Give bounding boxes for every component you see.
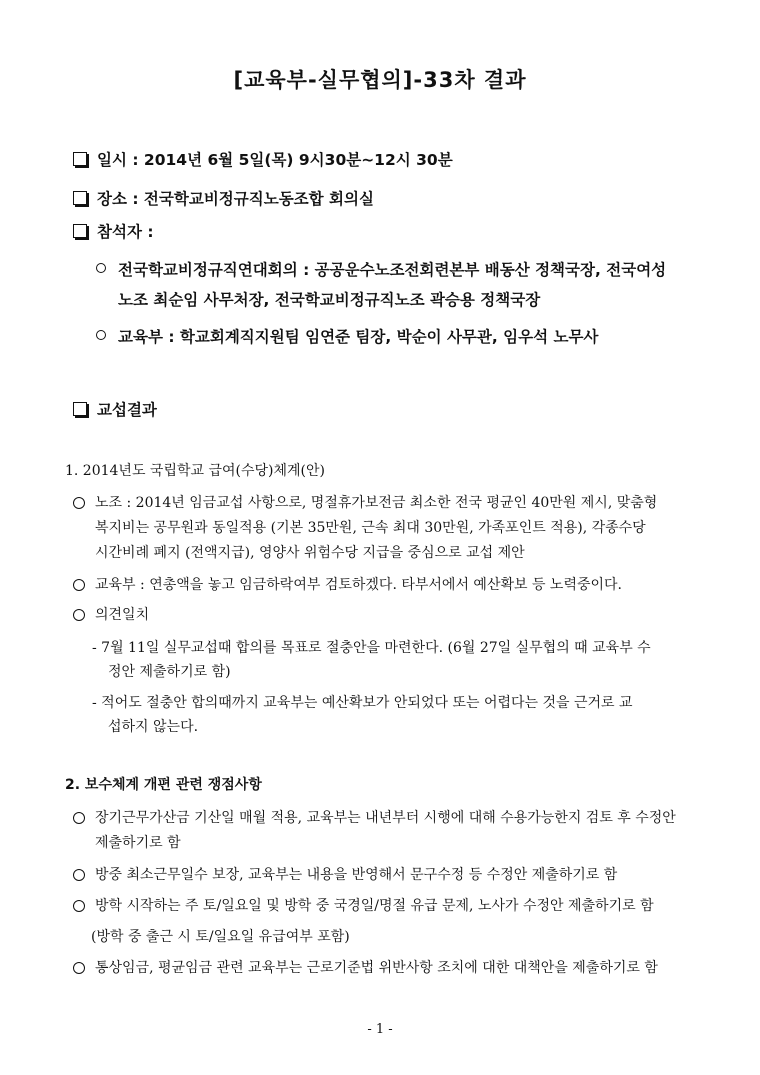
attendee-ministry-text: 교육부 : 학교회계직지원팀 임연준 팀장, 박순이 사무관, 임우석 노무사 bbox=[118, 328, 599, 346]
section1-union-line3: 시간비례 폐지 (전액지급), 영양사 위험수당 지급을 중심으로 교섭 제안 bbox=[95, 545, 525, 561]
section1-union-line1: 노조 : 2014년 임금교섭 사항으로, 명절휴가보전금 최소한 전국 평균인 40만원 제시, 맞춤형 bbox=[95, 495, 658, 511]
section2-item3-line2: (방학 중 출근 시 토/일요일 유급여부 포함) bbox=[91, 929, 350, 945]
attendees-item bbox=[73, 220, 154, 242]
circle-bullet-icon bbox=[73, 962, 85, 974]
circle-bullet-icon bbox=[73, 579, 85, 591]
place-item bbox=[73, 187, 374, 209]
circle-bullet-icon bbox=[73, 869, 85, 881]
place-text: 장소 : 전국학교비정규직노동조합 회의실 bbox=[97, 190, 374, 208]
section1-dash2-line2: 섭하지 않는다. bbox=[108, 719, 199, 735]
section1-heading: 1. 2014년도 국립학교 급여(수당)체계(안) bbox=[65, 463, 325, 479]
circle-bullet-icon bbox=[73, 900, 85, 912]
document-title: [교육부-실무협의]-33차 결과 bbox=[233, 68, 527, 92]
attendee-ministry bbox=[96, 325, 598, 347]
section2-item1-line2: 제출하기로 함 bbox=[95, 835, 181, 851]
date-item bbox=[73, 148, 453, 170]
section2-heading: 2. 보수체계 개편 관련 쟁점사항 bbox=[65, 777, 262, 793]
attendees-label: 참석자 : bbox=[97, 223, 154, 241]
section1-dash1-line2: 정안 제출하기로 함) bbox=[108, 664, 231, 680]
checkbox-icon bbox=[73, 191, 87, 205]
section1-ministry: 교육부 : 연총액을 놓고 임금하락여부 검토하겠다. 타부서에서 예산확보 등 노력중이다. bbox=[95, 577, 623, 593]
section1-dash2-line1: - 적어도 절충안 합의때까지 교육부는 예산확보가 안되었다 또는 어렵다는 것을 근거로 교 bbox=[92, 695, 633, 711]
circle-bullet-icon bbox=[73, 497, 85, 509]
circle-bullet-icon bbox=[73, 609, 85, 621]
section1-agreement: 의견일치 bbox=[95, 607, 150, 623]
page-number: - 1 - bbox=[367, 1022, 393, 1037]
negotiation-heading: 교섭결과 bbox=[97, 401, 157, 419]
date-text: 일시 : 2014년 6월 5일(목) 9시30분~12시 30분 bbox=[97, 151, 453, 169]
section1-dash1-line1: - 7월 11일 실무교섭때 합의를 목표로 절충안을 마련한다. (6월 27일 실무협의 때 교육부 수 bbox=[92, 640, 651, 656]
attendee-union bbox=[96, 258, 666, 280]
circle-bullet-icon bbox=[96, 263, 106, 273]
negotiation-heading-item bbox=[73, 398, 157, 420]
circle-bullet-icon bbox=[73, 812, 85, 824]
section2-item1-line1: 장기근무가산금 기산일 매월 적용, 교육부는 내년부터 시행에 대해 수용가능한지 검토 후 수정안 bbox=[95, 810, 676, 826]
attendee-union-line2: 노조 최순임 사무처장, 전국학교비정규직노조 곽승용 정책국장 bbox=[118, 291, 541, 309]
section2-item2: 방중 최소근무일수 보장, 교육부는 내용을 반영해서 문구수정 등 수정안 제출하기로 함 bbox=[95, 867, 618, 883]
section1-union-line2: 복지비는 공무원과 동일적용 (기본 35만원, 근속 최대 30만원, 가족포인트 적용), 각종수당 bbox=[95, 520, 646, 536]
circle-bullet-icon bbox=[96, 330, 106, 340]
checkbox-icon bbox=[73, 402, 87, 416]
checkbox-icon bbox=[73, 152, 87, 166]
attendee-union-line1: 전국학교비정규직연대회의 : 공공운수노조전회련본부 배동산 정책국장, 전국여성 bbox=[118, 261, 667, 279]
checkbox-icon bbox=[73, 224, 87, 238]
section2-item4: 통상임금, 평균임금 관련 교육부는 근로기준법 위반사항 조치에 대한 대책안을 제출하기로 함 bbox=[95, 960, 658, 976]
section2-item3-line1: 방학 시작하는 주 토/일요일 및 방학 중 국경일/명절 유급 문제, 노사가 수정안 제출하기로 함 bbox=[95, 898, 654, 914]
